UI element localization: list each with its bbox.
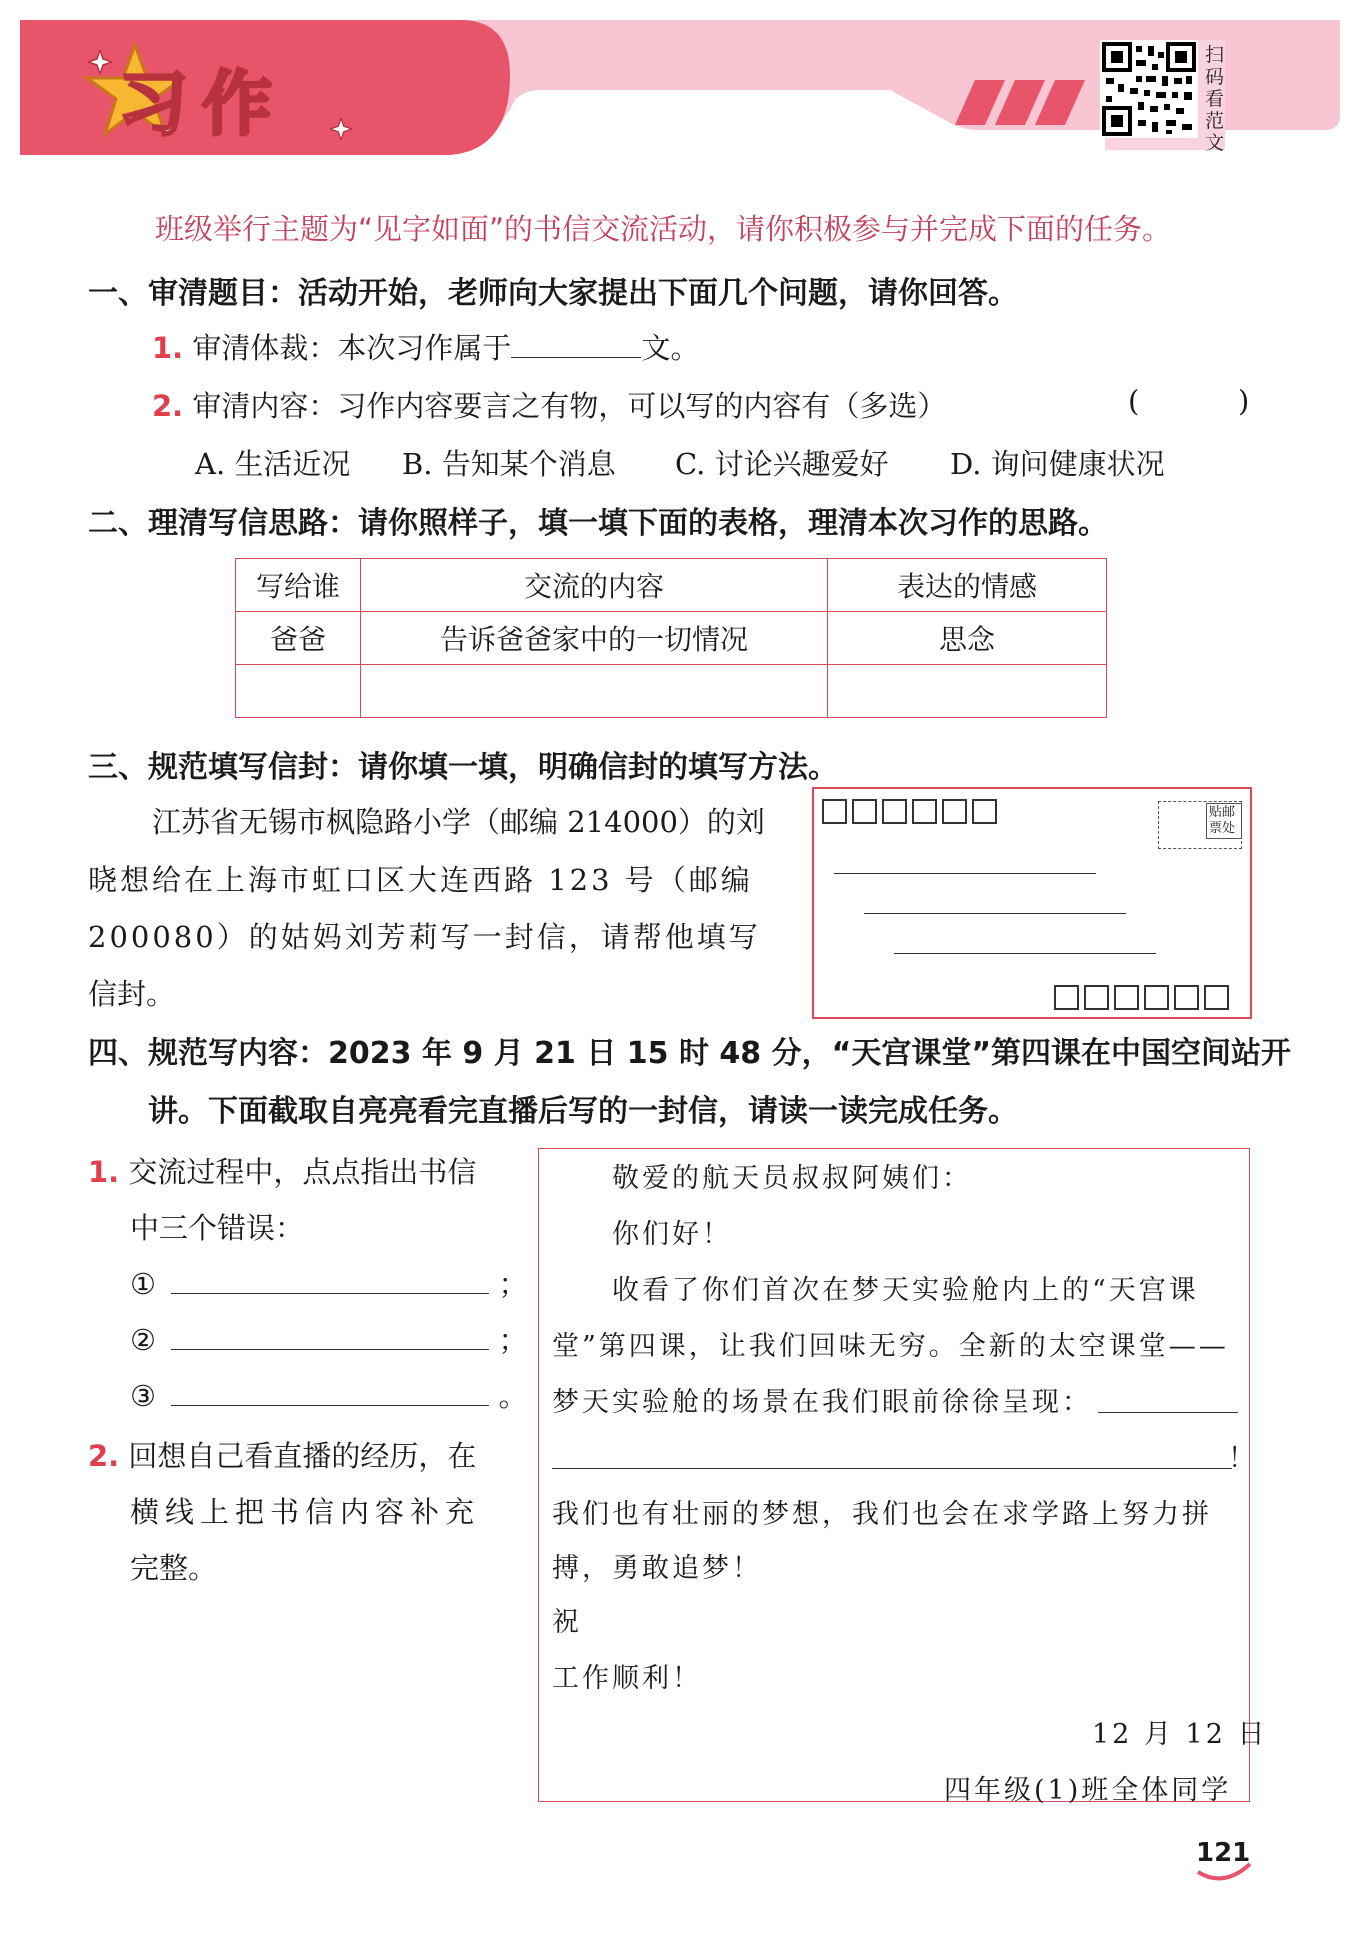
table-header: 表达的情感 bbox=[828, 559, 1107, 612]
letter-blank-end: ！ bbox=[1228, 1443, 1258, 1474]
question-4-2 bbox=[88, 1434, 476, 1475]
table-row bbox=[236, 665, 1107, 718]
postcode-box[interactable] bbox=[1114, 985, 1139, 1010]
postcode-box[interactable] bbox=[912, 799, 937, 824]
table-cell-input[interactable] bbox=[361, 665, 828, 718]
letter-greeting: 敬爱的航天员叔叔阿姨们： bbox=[612, 1163, 972, 1194]
question-text-cont: 中三个错误： bbox=[130, 1211, 305, 1245]
letter-fill-blank[interactable] bbox=[552, 1468, 1232, 1469]
question-number: 2. bbox=[152, 389, 184, 423]
envelope bbox=[812, 787, 1252, 1019]
qr-code-icon[interactable] bbox=[1100, 40, 1198, 138]
sparkle-icon bbox=[330, 118, 352, 140]
question-text: 交流过程中，点点指出书信 bbox=[128, 1155, 477, 1189]
letter-date: 12 月 12 日 bbox=[1092, 1719, 1268, 1750]
answer-paren-close: ) bbox=[1238, 384, 1250, 418]
postcode-box[interactable] bbox=[942, 799, 967, 824]
question-4-1 bbox=[88, 1150, 476, 1191]
postcode-box[interactable] bbox=[1054, 985, 1079, 1010]
letter-signature: 四年级(1)班全体同学 bbox=[944, 1775, 1232, 1806]
letter-hello: 你们好！ bbox=[612, 1219, 732, 1250]
letter-fill-blank[interactable] bbox=[1098, 1412, 1238, 1413]
error-line-1 bbox=[130, 1262, 527, 1303]
section3-heading: 三、规范填写信封：请你填一填，明确信封的填写方法。 bbox=[88, 750, 838, 785]
error-marker: ① bbox=[130, 1267, 156, 1301]
table-cell-input[interactable] bbox=[236, 665, 361, 718]
paragraph-line: 信封。 bbox=[88, 977, 176, 1011]
letter-closing: 工作顺利！ bbox=[552, 1663, 702, 1694]
error-line-2 bbox=[130, 1318, 527, 1359]
error-line-3 bbox=[130, 1374, 527, 1415]
table-cell: 爸爸 bbox=[236, 612, 361, 665]
question-text: 回想自己看直播的经历，在 bbox=[128, 1439, 477, 1473]
error-end: 。 bbox=[498, 1379, 528, 1413]
section1-heading: 一、审清题目：活动开始，老师向大家提出下面几个问题，请你回答。 bbox=[88, 276, 1018, 311]
postcode-box[interactable] bbox=[1144, 985, 1169, 1010]
postcode-box[interactable] bbox=[852, 799, 877, 824]
postcode-box[interactable] bbox=[1204, 985, 1229, 1010]
section2-heading: 二、理清写信思路：请你照样子，填一填下面的表格，理清本次习作的思路。 bbox=[88, 506, 1108, 541]
question-text: 审清内容：习作内容要言之有物，可以写的内容有（多选） bbox=[192, 389, 947, 423]
letter-paragraph-line: 梦天实验舱的场景在我们眼前徐徐呈现： bbox=[552, 1387, 1092, 1418]
page-number: 121 bbox=[1196, 1838, 1251, 1868]
thinking-table bbox=[235, 558, 1107, 718]
stamp-label: 贴邮票处 bbox=[1206, 803, 1242, 839]
table-row bbox=[236, 612, 1107, 665]
sender-line[interactable] bbox=[894, 953, 1156, 954]
table-cell-input[interactable] bbox=[828, 665, 1107, 718]
recipient-line[interactable] bbox=[864, 913, 1126, 914]
page-number-swoosh-icon bbox=[1196, 1862, 1252, 1884]
error-answer-blank[interactable] bbox=[171, 1376, 489, 1406]
section4-heading-cont: 讲。下面截取自亮亮看完直播后写的一封信，请读一读完成任务。 bbox=[148, 1094, 1018, 1129]
answer-blank[interactable] bbox=[511, 328, 641, 358]
section4-heading: 四、规范写内容：2023 年 9 月 21 日 15 时 48 分，“天宫课堂”第四课在中国空间站开 bbox=[88, 1036, 1292, 1071]
letter-paragraph-line: 堂”第四课，让我们回味无穷。全新的太空课堂—— bbox=[552, 1331, 1229, 1362]
question-text-cont: 完整。 bbox=[130, 1551, 218, 1585]
question-number: 1. bbox=[152, 331, 184, 365]
paragraph-line: 江苏省无锡市枫隐路小学（邮编 214000）的刘 bbox=[152, 805, 765, 839]
question-number: 2. bbox=[88, 1439, 120, 1473]
question-suffix: 文。 bbox=[641, 331, 700, 365]
error-end: ； bbox=[498, 1267, 528, 1301]
letter-closing: 祝 bbox=[552, 1607, 582, 1638]
question-text: 审清体裁：本次习作属于 bbox=[192, 331, 512, 365]
letter-paragraph-line: 搏，勇敢追梦！ bbox=[552, 1553, 762, 1584]
paragraph-line: 200080）的姑妈刘芳莉写一封信，请帮他填写 bbox=[88, 920, 761, 954]
intro-text: 班级举行主题为“见字如面”的书信交流活动，请你积极参与并完成下面的任务。 bbox=[155, 212, 1172, 246]
postcode-box[interactable] bbox=[822, 799, 847, 824]
paragraph-line: 晓想给在上海市虹口区大连西路 123 号（邮编 bbox=[88, 863, 753, 897]
postcode-boxes-sender[interactable] bbox=[1054, 985, 1234, 1014]
option-c[interactable]: C. 讨论兴趣爱好 bbox=[675, 447, 889, 481]
address-line[interactable] bbox=[834, 873, 1096, 874]
letter-paragraph-line: 收看了你们首次在梦天实验舱内上的“天宫课 bbox=[612, 1275, 1199, 1306]
qr-label: 扫码看范文 bbox=[1205, 44, 1225, 154]
question-1-1 bbox=[152, 326, 699, 367]
sparkle-icon bbox=[88, 50, 112, 74]
postcode-box[interactable] bbox=[972, 799, 997, 824]
section-title: 习作 bbox=[118, 63, 286, 145]
letter-paragraph-line: 我们也有壮丽的梦想，我们也会在求学路上努力拼 bbox=[552, 1499, 1212, 1530]
question-1-2 bbox=[152, 384, 946, 425]
postcode-box[interactable] bbox=[1084, 985, 1109, 1010]
question-number: 1. bbox=[88, 1155, 120, 1189]
postcode-box[interactable] bbox=[1174, 985, 1199, 1010]
error-answer-blank[interactable] bbox=[171, 1320, 489, 1350]
postcode-box[interactable] bbox=[882, 799, 907, 824]
question-text-cont: 横线上把书信内容补充 bbox=[130, 1495, 481, 1529]
error-marker: ③ bbox=[130, 1379, 156, 1413]
postcode-boxes-recipient[interactable] bbox=[822, 799, 1002, 828]
table-header: 写给谁 bbox=[236, 559, 361, 612]
table-cell: 告诉爸爸家中的一切情况 bbox=[361, 612, 828, 665]
error-answer-blank[interactable] bbox=[171, 1264, 489, 1294]
table-header: 交流的内容 bbox=[361, 559, 828, 612]
table-header-row bbox=[236, 559, 1107, 612]
option-b[interactable]: B. 告知某个消息 bbox=[402, 447, 616, 481]
answer-paren-open: ( bbox=[1128, 384, 1140, 418]
error-marker: ② bbox=[130, 1323, 156, 1357]
table-cell: 思念 bbox=[828, 612, 1107, 665]
option-d[interactable]: D. 询问健康状况 bbox=[950, 447, 1165, 481]
option-a[interactable]: A. 生活近况 bbox=[195, 447, 351, 481]
error-end: ； bbox=[498, 1323, 528, 1357]
